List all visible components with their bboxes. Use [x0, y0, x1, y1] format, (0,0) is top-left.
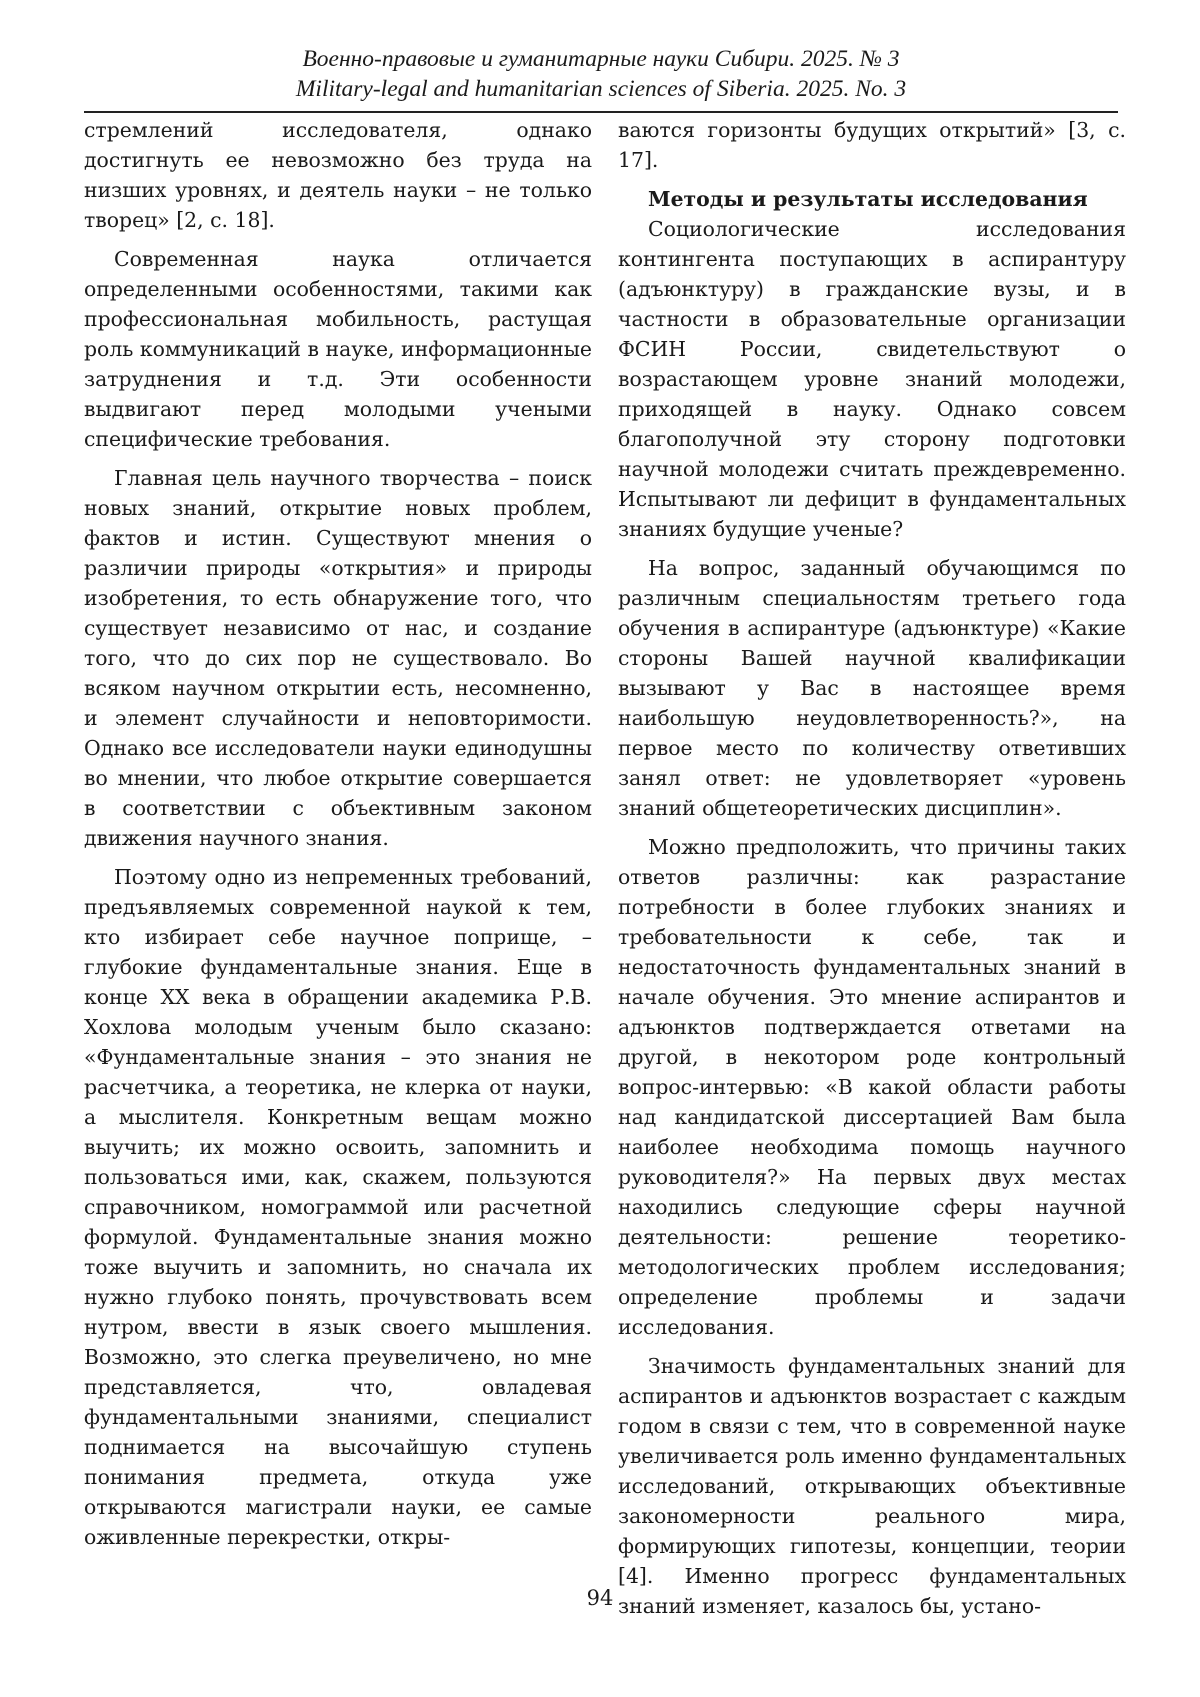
paragraph: Социологические исследования контингента поступающих в аспирантуру (адъюнктуру) в гражданские вузы, и в частности в образовательные организации ФСИН России, свидетельствуют о возрастающем уровне знаний молодежи, приходящей в науку. Однако совсем благополучной эту сторону подготовки научной молодежи считать преждевременно. Испытывают ли дефицит в фундаментальных знаниях будущие ученые?	[618, 217, 1126, 541]
journal-title-en: Military-legal and humanitarian sciences of Siberia. 2025. No. 3	[295, 76, 907, 102]
paragraph: Главная цель научного творчества – поиск новых знаний, открытие новых проблем, фактов и истин. Существуют мнения о различии природы «открытия» и природы изобретения, то есть обнаружение того, что существует независимо от нас, и создание того, что до сих пор не существовало. Во всяком научном открытии есть, несомненно, и элемент случайности и неповторимости. Однако все исследователи науки единодушны во мнении, что любое открытие совершается в соответствии с объективным законом движения научного знания.	[84, 466, 592, 850]
right-column	[618, 115, 1126, 1630]
left-column	[84, 115, 592, 1561]
paragraph: стремлений исследователя, однако достигнуть ее невозможно без труда на низших уровнях, и деятель науки – не только творец» [2, с. 18].	[84, 118, 592, 232]
header-divider	[84, 111, 1118, 113]
paragraph: ваются горизонты будущих открытий» [3, с. 17].	[618, 118, 1126, 172]
paragraph: На вопрос, заданный обучающимся по различным специальностям третьего года обучения в аспирантуре (адъюнктуре) «Какие стороны Вашей научной квалификации вызывают у Вас в настоящее время наибольшую неудовлетворенность?», на первое место по количеству ответивших занял ответ: не удовлетворяет «уровень знаний общетеоретических дисциплин».	[618, 556, 1126, 820]
running-header	[84, 44, 1118, 104]
paragraph: Поэтому одно из непременных требований, предъявляемых современной наукой к тем, кто избирает себе научное поприще, – глубокие фундаментальные знания. Еще в конце XX века в обращении академика Р.В. Хохлова молодым ученым было сказано: «Фундаментальные знания – это знания не расчетчика, а теоретика, не клерка от науки, а мыслителя. Конкретным вещам можно выучить; их можно освоить, запомнить и пользоваться ими, как, скажем, пользуются справочником, номограммой или расчетной формулой. Фундаментальные знания можно тоже выучить и запомнить, но сначала их нужно глубоко понять, прочувствовать всем нутром, ввести в язык своего мышления. Возможно, это слегка преувеличено, но мне представляется, что, овладевая фундаментальными знаниями, специалист поднимается на высочайшую ступень понимания предмета, откуда уже открываются магистрали науки, ее самые оживленные перекрестки, откры-	[84, 865, 592, 1549]
paragraph: Современная наука отличается определенными особенностями, такими как профессиональная мобильность, растущая роль коммуникаций в науке, информационные затруднения и т.д. Эти особенности выдвигают перед молодыми учеными специфические требования.	[84, 247, 592, 451]
journal-title-ru: Военно-правовые и гуманитарные науки Сибири. 2025. № 3	[302, 46, 900, 72]
section-heading: Методы и результаты исследования	[648, 187, 1088, 211]
paragraph: Можно предположить, что причины таких ответов различны: как разрастание потребности в более глубоких знаниях и требовательности к себе, так и недостаточность фундаментальных знаний в начале обучения. Это мнение аспирантов и адъюнктов подтверждается ответами на другой, в некотором роде контрольный вопрос-интервью: «В какой области работы над кандидатской диссертацией Вам была наиболее необходима помощь научного руководителя?» На первых двух местах находились следующие сферы научной деятельности: решение теоретико-методологических проблем исследования; определение проблемы и задачи исследования.	[618, 835, 1126, 1339]
paragraph: Значимость фундаментальных знаний для аспирантов и адъюнктов возрастает с каждым годом в связи с тем, что в современной науке увеличивается роль именно фундаментальных исследований, открывающих объективные закономерности реального мира, формирующих гипотезы, концепции, теории [4]. Именно прогресс фундаментальных знаний изменяет, казалось бы, устано-	[618, 1354, 1126, 1618]
page-number: 94	[586, 1586, 614, 1610]
